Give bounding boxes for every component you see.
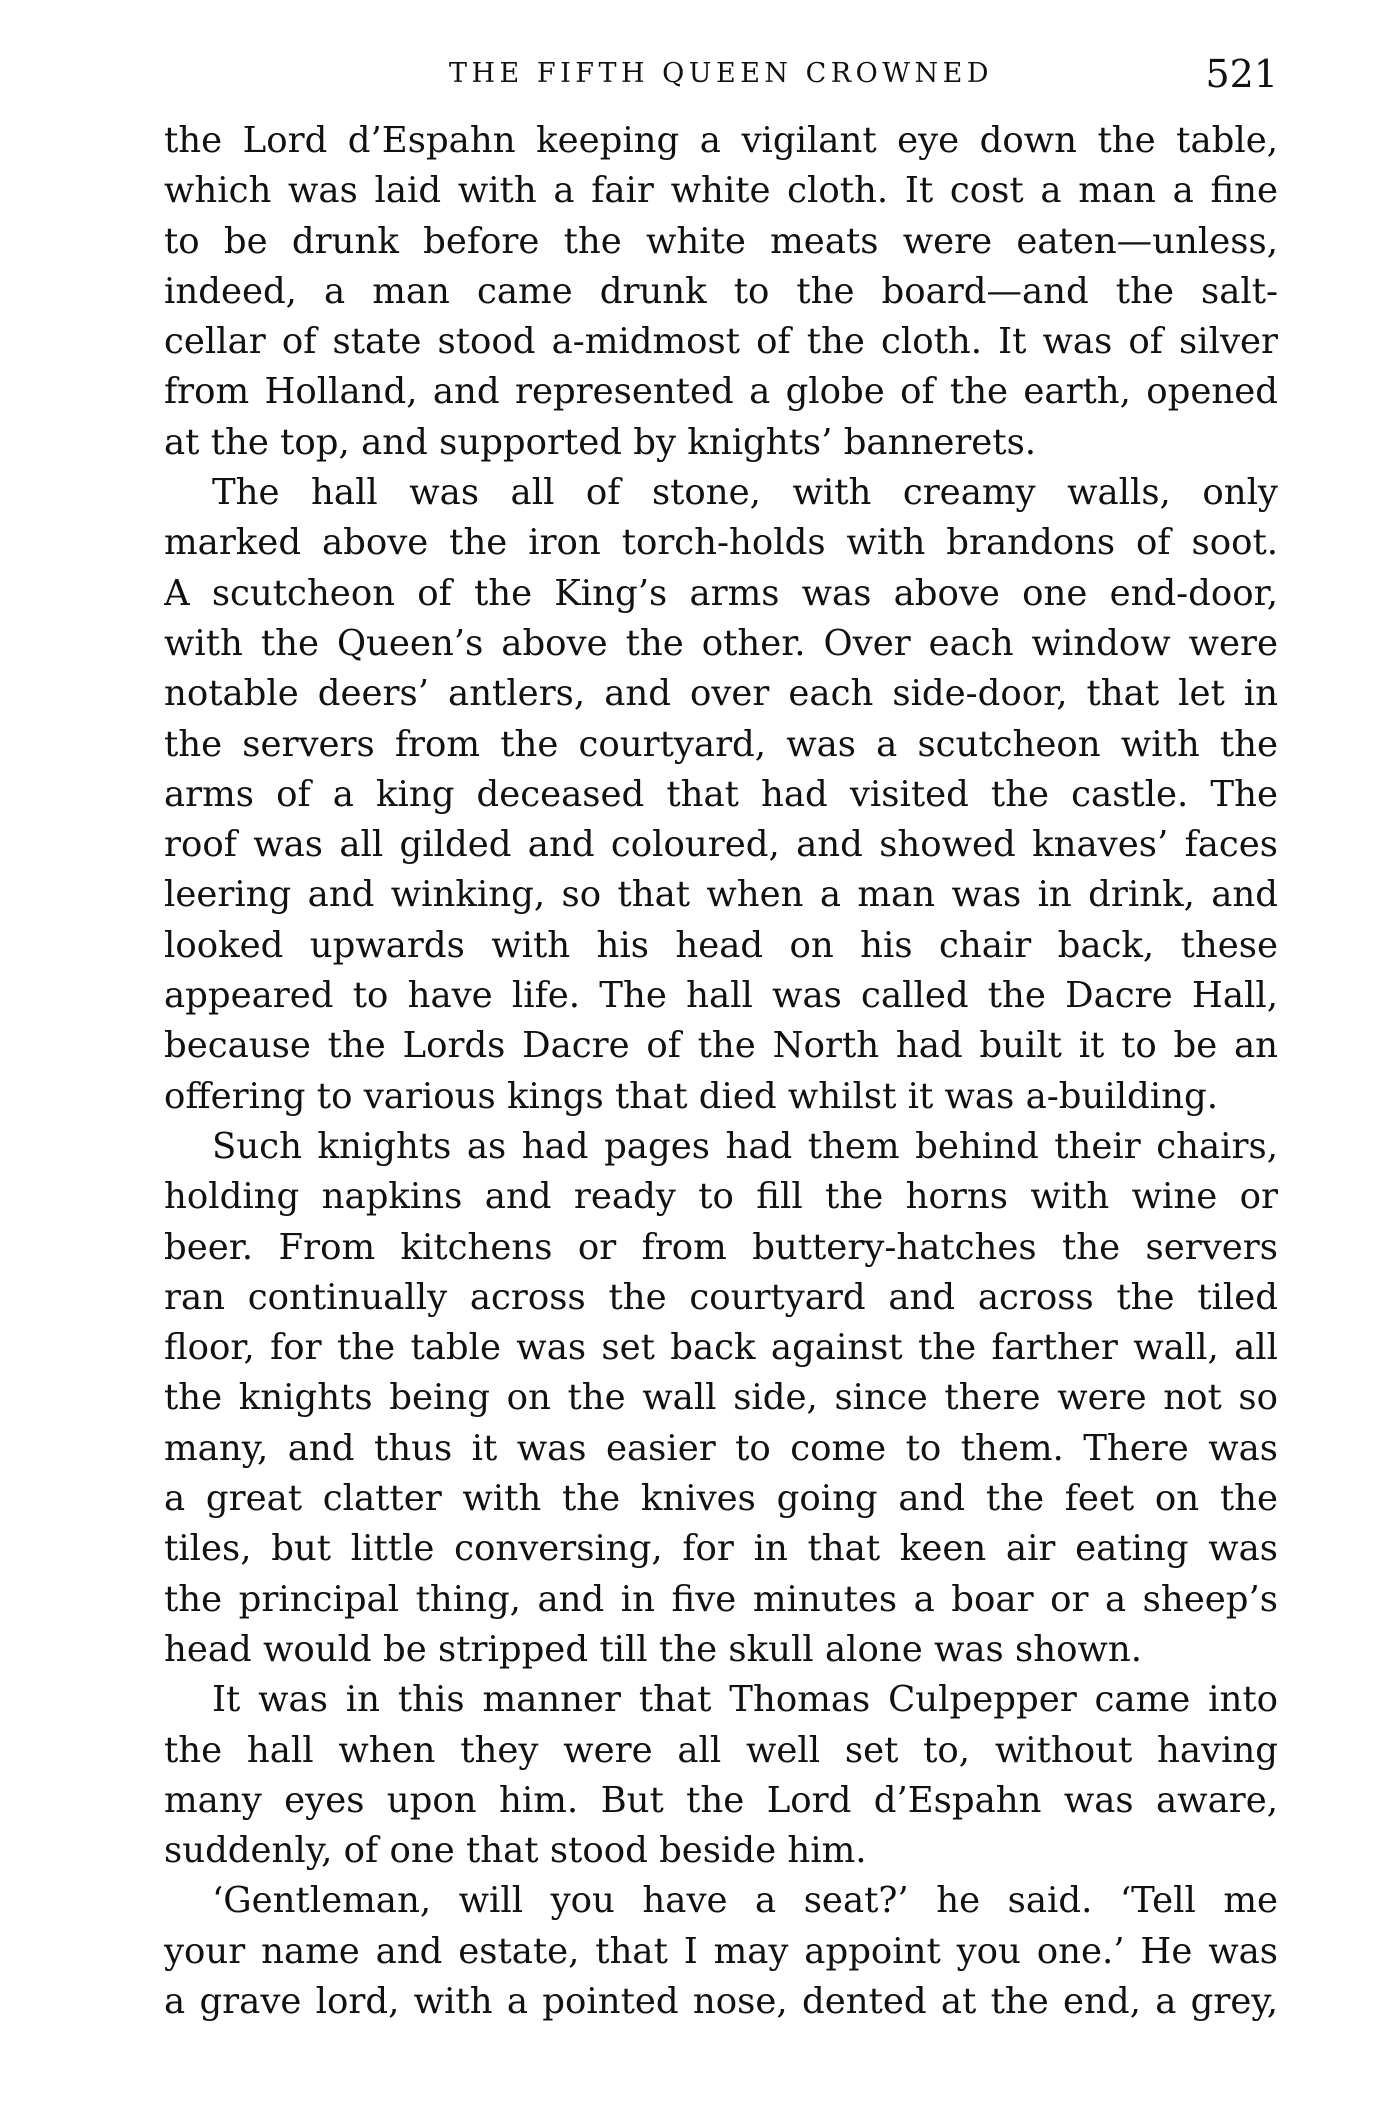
body-text bbox=[164, 116, 1278, 2027]
paragraph-first-line: ‘Gentleman, will you have a seat?’ he said. ‘Tell me bbox=[212, 1880, 1278, 1922]
text-line: roof was all gilded and coloured, and showed knaves’ faces bbox=[164, 824, 1278, 866]
text-line: cellar of state stood a-midmost of the cloth. It was of silver bbox=[164, 321, 1278, 363]
text-line: offering to various kings that died whilst it was a-building. bbox=[164, 1075, 1218, 1117]
text-line: a grave lord, with a pointed nose, dented at the end, a grey, bbox=[164, 1980, 1278, 2022]
text-line: the hall when they were all well set to, without having bbox=[164, 1729, 1278, 1771]
text-line: indeed, a man came drunk to the board—and the salt- bbox=[164, 270, 1278, 312]
text-line: ran continually across the courtyard and across the tiled bbox=[164, 1276, 1278, 1318]
paragraph-first-line: The hall was all of stone, with creamy walls, only bbox=[212, 472, 1278, 514]
text-line: notable deers’ antlers, and over each side-door, that let in bbox=[164, 673, 1278, 715]
text-line: the servers from the courtyard, was a scutcheon with the bbox=[164, 723, 1278, 765]
text-line: from Holland, and represented a globe of the earth, opened bbox=[164, 371, 1278, 413]
text-line: arms of a king deceased that had visited the castle. The bbox=[164, 773, 1278, 815]
text-line: the Lord d’Espahn keeping a vigilant eye down the table, bbox=[164, 120, 1278, 161]
text-line: tiles, but little conversing, for in that keen air eating was bbox=[164, 1528, 1278, 1570]
running-title: THE FIFTH QUEEN CROWNED bbox=[449, 58, 993, 89]
text-line: suddenly, of one that stood beside him. bbox=[164, 1830, 867, 1872]
text-line: the knights being on the wall side, since there were not so bbox=[164, 1377, 1278, 1419]
text-line: which was laid with a fair white cloth. It cost a man a fine bbox=[164, 170, 1278, 212]
text-line: marked above the iron torch-holds with brandons of soot. bbox=[164, 522, 1278, 564]
text-line: at the top, and supported by knights’ bannerets. bbox=[164, 421, 1037, 463]
running-head bbox=[164, 52, 1278, 108]
text-line: with the Queen’s above the other. Over each window were bbox=[164, 622, 1278, 664]
text-line: many eyes upon him. But the Lord d’Espahn was aware, bbox=[164, 1779, 1278, 1821]
paragraph-first-line: Such knights as had pages had them behind their chairs, bbox=[212, 1125, 1278, 1167]
text-line: floor, for the table was set back against the farther wall, all bbox=[164, 1327, 1278, 1369]
text-line: many, and thus it was easier to come to them. There was bbox=[164, 1427, 1278, 1469]
text-line: the principal thing, and in five minutes a boar or a sheep’s bbox=[164, 1578, 1278, 1620]
text-line: because the Lords Dacre of the North had built it to be an bbox=[164, 1025, 1278, 1067]
text-line: your name and estate, that I may appoint you one.’ He was bbox=[164, 1930, 1278, 1972]
paragraph-first-line: It was in this manner that Thomas Culpepper came into bbox=[212, 1679, 1278, 1721]
text-line: holding napkins and ready to fill the horns with wine or bbox=[164, 1176, 1278, 1218]
text-line: appeared to have life. The hall was called the Dacre Hall, bbox=[164, 975, 1278, 1017]
text-line: looked upwards with his head on his chair back, these bbox=[164, 924, 1278, 966]
text-line: leering and winking, so that when a man was in drink, and bbox=[164, 874, 1278, 916]
text-line: head would be stripped till the skull alone was shown. bbox=[164, 1628, 1143, 1670]
text-line: to be drunk before the white meats were eaten—unless, bbox=[164, 220, 1278, 262]
text-line: A scutcheon of the King’s arms was above one end-door, bbox=[164, 572, 1278, 614]
text-line: a great clatter with the knives going and the feet on the bbox=[164, 1478, 1278, 1520]
text-line: beer. From kitchens or from buttery-hatches the servers bbox=[164, 1226, 1278, 1268]
page-number: 521 bbox=[1205, 52, 1278, 96]
